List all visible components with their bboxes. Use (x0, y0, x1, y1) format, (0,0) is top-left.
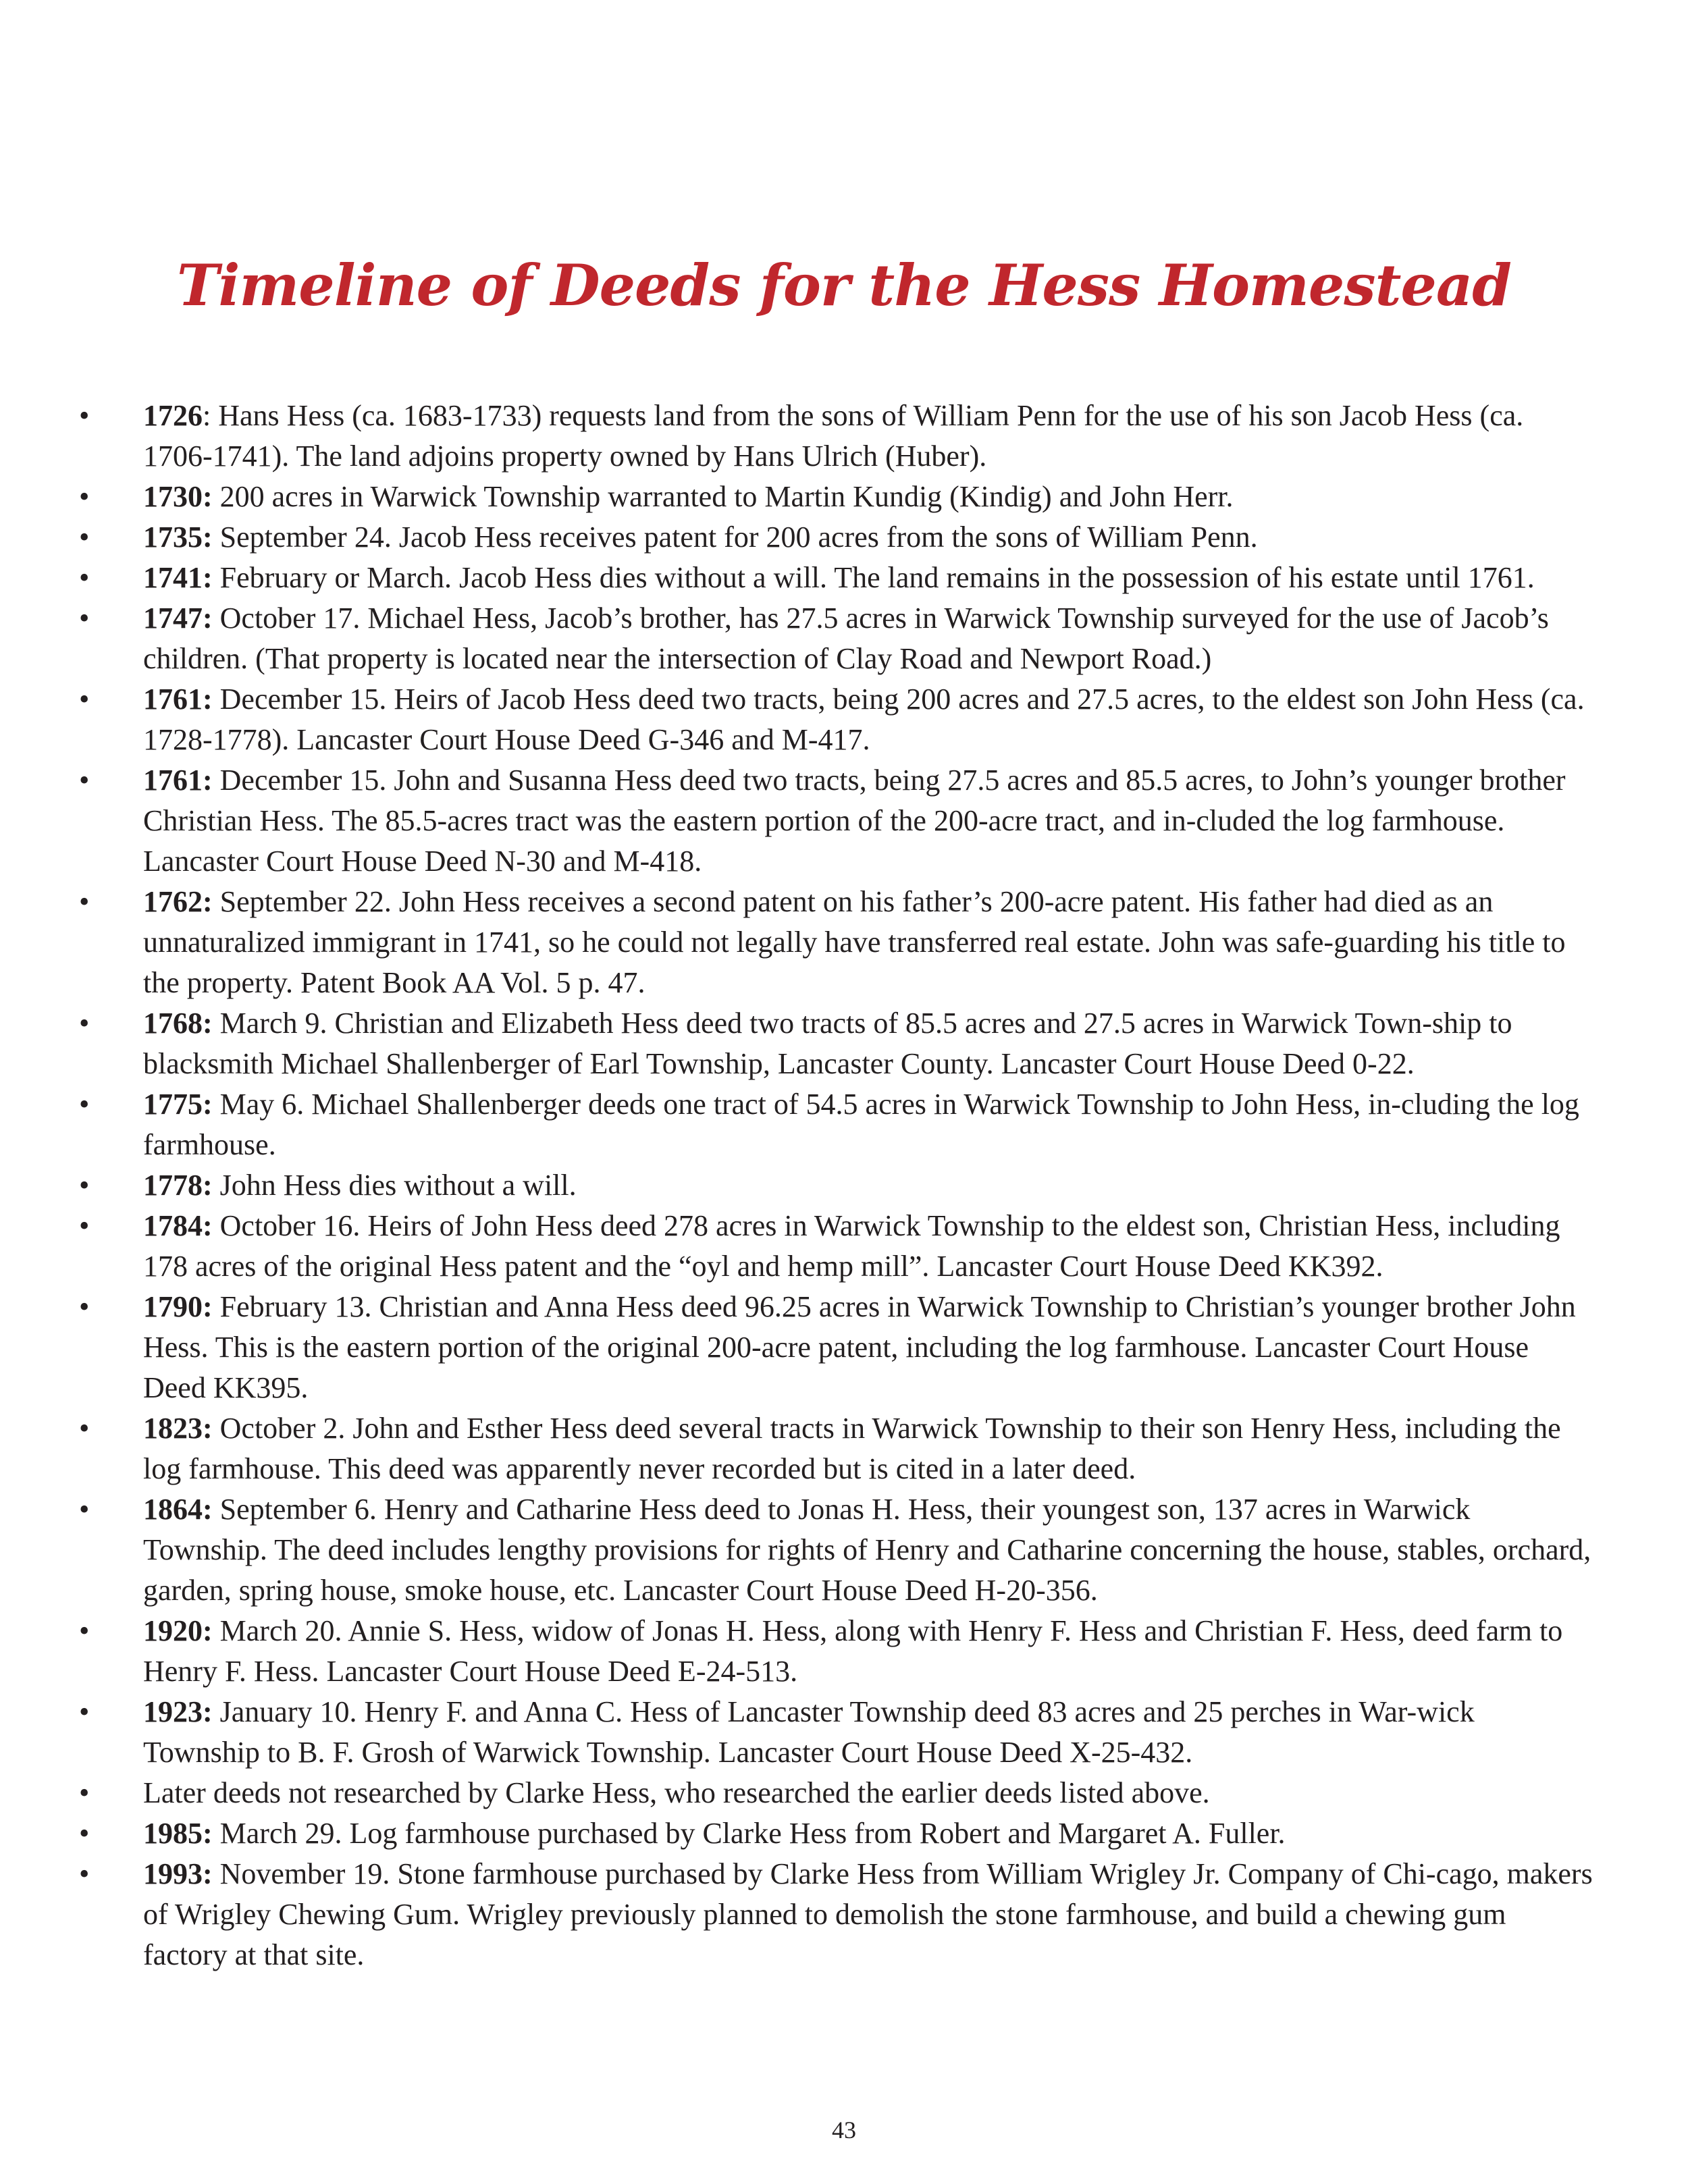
bullet-icon: • (79, 1209, 90, 1242)
bullet-icon: • (79, 1412, 90, 1445)
timeline-note-later-deeds (0, 1773, 1595, 1813)
timeline-entry-1768 (0, 1003, 1595, 1084)
entry-text: 200 acres in Warwick Township warranted to Martin Kundig (Kindig) and John Herr. (219, 480, 1234, 513)
entry-year: 1730: (143, 480, 213, 513)
bullet-icon: • (79, 683, 90, 716)
timeline-entry-1784 (0, 1206, 1595, 1287)
entry-text: September 22. John Hess receives a second patent on his father’s 200-acre patent. His father had died as an unnaturalized immigrant in 1741, so he could not legally have transferred real estate. John was safe-guarding his title to the property. Patent Book AA Vol. 5 p. 47. (143, 885, 1566, 999)
timeline-entry-1775 (0, 1084, 1595, 1165)
bullet-icon: • (79, 561, 90, 594)
entry-year: 1726 (143, 399, 203, 432)
entry-text: February 13. Christian and Anna Hess deed 96.25 acres in Warwick Township to Christian’s younger brother John Hess. This is the eastern portion of the original 200-acre patent, including the log farmhouse. Lancaster Court House Deed KK395. (143, 1290, 1576, 1404)
entry-year: 1823: (143, 1412, 213, 1445)
timeline-entry-1823 (0, 1408, 1595, 1489)
entry-year: 1775: (143, 1088, 213, 1121)
entry-year: 1761: (143, 764, 213, 797)
entry-year: 1735: (143, 521, 213, 554)
timeline-entry-1985 (0, 1813, 1595, 1854)
entry-text: October 16. Heirs of John Hess deed 278 acres in Warwick Township to the eldest son, Christian Hess, including 178 acres of the original Hess patent and the “oyl and hemp mill”. Lancaster Court House Deed KK392. (143, 1209, 1560, 1283)
bullet-icon: • (79, 1169, 90, 1202)
entry-text: March 20. Annie S. Hess, widow of Jonas H. Hess, along with Henry F. Hess and Christian F. Hess, deed farm to Henry F. Hess. Lancaster Court House Deed E-24-513. (143, 1614, 1563, 1688)
timeline-entry-1741 (0, 558, 1595, 598)
entry-year: 1747: (143, 602, 213, 635)
timeline-entry-1790 (0, 1287, 1595, 1408)
page-title: Timeline of Deeds for the Hess Homestead (177, 252, 1511, 319)
timeline-entry-1864 (0, 1489, 1595, 1611)
entry-text: John Hess dies without a will. (219, 1169, 577, 1202)
entry-text: Hans Hess (ca. 1683-1733) requests land from the sons of William Penn for the use of his son Jacob Hess (ca. 1706-1741). The land adjoins property owned by Hans Ulrich (Huber). (143, 399, 1524, 473)
bullet-icon: • (79, 480, 90, 513)
entry-year: 1761: (143, 683, 213, 716)
entry-year: 1784: (143, 1209, 213, 1242)
bullet-icon: • (79, 1817, 90, 1850)
bullet-icon: • (79, 764, 90, 797)
timeline-entry-1726: • 1726: Hans Hess (ca. 1683-1733) requests land from the sons of William Penn for the use of his son Jacob Hess (ca. 1706-1741). The land adjoins property owned by Hans Ulrich (Huber). (0, 396, 1595, 477)
entry-text: October 2. John and Esther Hess deed several tracts in Warwick Township to their son Henry Hess, including the log farmhouse. This deed was apparently never recorded but is cited in a later deed. (143, 1412, 1561, 1485)
entry-text: September 24. Jacob Hess receives patent for 200 acres from the sons of William Penn. (219, 521, 1258, 554)
timeline-entry-1735 (0, 517, 1595, 558)
timeline-entry-1923 (0, 1692, 1595, 1773)
entry-text: November 19. Stone farmhouse purchased by Clarke Hess from William Wrigley Jr. Company of Chi-cago, makers of Wrigley Chewing Gum. Wrigley previously planned to demolish the stone farmhouse, and build a chewing gum factory at that site. (143, 1857, 1593, 1971)
entry-year: 1741: (143, 561, 213, 594)
entry-year: 1790: (143, 1290, 213, 1323)
entry-text: May 6. Michael Shallenberger deeds one tract of 54.5 acres in Warwick Township to John Hess, in-cluding the log farmhouse. (143, 1088, 1579, 1161)
bullet-icon: • (79, 885, 90, 918)
timeline-entry-1747 (0, 598, 1595, 679)
timeline-entry-1761-b (0, 760, 1595, 882)
entry-text: January 10. Henry F. and Anna C. Hess of Lancaster Township deed 83 acres and 25 perches in War-wick Township to B. F. Grosh of Warwick Township. Lancaster Court House Deed X-25-432. (143, 1695, 1475, 1769)
bullet-icon: • (79, 1493, 90, 1526)
entry-year: 1993: (143, 1857, 213, 1890)
deed-timeline-list (0, 396, 1688, 1975)
entry-text: December 15. John and Susanna Hess deed two tracts, being 27.5 acres and 85.5 acres, to John’s younger brother Christian Hess. The 85.5-acres tract was the eastern portion of the 200-acre tract, and in-cluded the log farmhouse. Lancaster Court House Deed N-30 and M-418. (143, 764, 1566, 878)
bullet-icon: • (79, 1857, 90, 1890)
timeline-entry-1993 (0, 1854, 1595, 1975)
entry-text: September 6. Henry and Catharine Hess deed to Jonas H. Hess, their youngest son, 137 acres in Warwick Township. The deed includes lengthy provisions for rights of Henry and Catharine concerning the house, stables, orchard, garden, spring house, smoke house, etc. Lancaster Court House Deed H-20-356. (143, 1493, 1591, 1607)
entry-year: 1762: (143, 885, 213, 918)
entry-text: March 29. Log farmhouse purchased by Clarke Hess from Robert and Margaret A. Fuller. (219, 1817, 1286, 1850)
timeline-entry-1778 (0, 1165, 1595, 1206)
entry-year: 1920: (143, 1614, 213, 1647)
timeline-entry-1920 (0, 1611, 1595, 1692)
entry-text: October 17. Michael Hess, Jacob’s brother, has 27.5 acres in Warwick Township surveyed for the use of Jacob’s children. (That property is located near the intersection of Clay Road and Newport Road.) (143, 602, 1549, 675)
entry-year: 1768: (143, 1007, 213, 1040)
bullet-icon: • (79, 1088, 90, 1121)
bullet-icon: • (79, 399, 90, 432)
entry-year: 1778: (143, 1169, 213, 1202)
entry-year: 1923: (143, 1695, 213, 1728)
bullet-icon: • (79, 602, 90, 635)
entry-text: Later deeds not researched by Clarke Hess, who researched the earlier deeds listed above. (143, 1776, 1210, 1809)
entry-text: March 9. Christian and Elizabeth Hess deed two tracts of 85.5 acres and 27.5 acres in Warwick Town-ship to blacksmith Michael Shallenberger of Earl Township, Lancaster County. Lancaster Court House Deed 0-22. (143, 1007, 1512, 1080)
page-number: 43 (832, 2116, 856, 2143)
timeline-entry-1730 (0, 477, 1595, 517)
entry-year: 1864: (143, 1493, 213, 1526)
bullet-icon: • (79, 1290, 90, 1323)
timeline-entry-1761-a (0, 679, 1595, 760)
entry-year: 1985: (143, 1817, 213, 1850)
entry-text: February or March. Jacob Hess dies without a will. The land remains in the possession of his estate until 1761. (219, 561, 1535, 594)
entry-text: December 15. Heirs of Jacob Hess deed two tracts, being 200 acres and 27.5 acres, to the eldest son John Hess (ca. 1728-1778). Lancaster Court House Deed G-346 and M-417. (143, 683, 1585, 756)
bullet-icon: • (79, 1695, 90, 1728)
timeline-entry-1762 (0, 882, 1595, 1003)
bullet-icon: • (79, 1007, 90, 1040)
bullet-icon: • (79, 521, 90, 554)
bullet-icon: • (79, 1614, 90, 1647)
bullet-icon: • (79, 1776, 90, 1809)
